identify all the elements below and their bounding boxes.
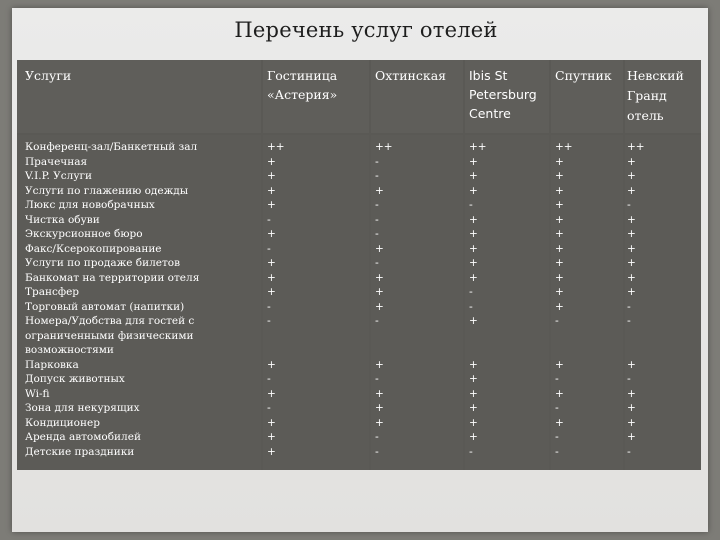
mark-cell: + <box>469 155 478 168</box>
mark-cell: + <box>267 271 276 284</box>
mark-cell: + <box>555 286 564 298</box>
mark-cell: + <box>469 431 478 443</box>
mark-cell: - <box>555 431 559 443</box>
mark-cell: - <box>267 242 271 255</box>
mark-cell: + <box>267 257 276 269</box>
group-spacer <box>627 329 701 358</box>
mark-cell: - <box>375 373 379 385</box>
service-item: возможностями <box>25 344 114 356</box>
service-item: Торговый автомат (напитки) <box>25 300 185 313</box>
mark-cell: - <box>375 228 379 240</box>
mark-cell: + <box>375 184 384 197</box>
mark-cell: - <box>375 155 379 168</box>
group-spacer <box>267 329 369 358</box>
mark-cell: - <box>627 315 631 327</box>
marks-asteria <box>263 135 369 470</box>
mark-cell: + <box>469 358 478 371</box>
mark-cell: + <box>267 431 276 443</box>
mark-cell: ++ <box>375 141 393 153</box>
header-ibis <box>465 60 549 133</box>
mark-cell: + <box>469 257 478 269</box>
mark-cell: + <box>555 387 564 400</box>
service-item: Факс/Ксерокопирование <box>25 242 162 255</box>
service-item: Чистка обуви <box>25 213 100 226</box>
mark-cell: + <box>627 358 636 371</box>
mark-cell: - <box>375 315 379 327</box>
header-nevsky-line1: Невский <box>627 68 684 83</box>
mark-cell: - <box>555 373 559 385</box>
mark-cell: - <box>555 402 559 414</box>
services-column <box>17 135 261 470</box>
mark-cell: + <box>555 416 564 429</box>
service-item: Парковка <box>25 358 79 371</box>
mark-cell: + <box>555 213 564 226</box>
mark-cell: + <box>627 213 636 226</box>
mark-cell: - <box>469 199 473 211</box>
mark-cell: + <box>469 387 478 400</box>
service-item: Аренда автомобилей <box>25 431 141 443</box>
mark-cell: - <box>375 431 379 443</box>
mark-cell: + <box>375 286 384 298</box>
mark-cell: - <box>267 402 271 414</box>
mark-cell: + <box>555 300 564 313</box>
mark-cell: + <box>627 271 636 284</box>
mark-cell: + <box>267 445 276 458</box>
header-asteria <box>263 60 369 133</box>
header-ibis-line2: Petersburg <box>469 87 537 102</box>
service-item: Услуги по глажению одежды <box>25 184 189 197</box>
mark-cell: + <box>627 416 636 429</box>
mark-cell: - <box>375 445 379 458</box>
mark-cell: + <box>627 257 636 269</box>
mark-cell: + <box>627 242 636 255</box>
mark-cell: + <box>469 213 478 226</box>
mark-cell: + <box>627 402 636 414</box>
header-nevsky-line3: отель <box>627 108 664 123</box>
mark-cell: + <box>375 358 384 371</box>
mark-cell: + <box>375 271 384 284</box>
mark-cell: + <box>375 242 384 255</box>
mark-cell: - <box>627 300 631 313</box>
mark-cell: - <box>267 315 271 327</box>
mark-cell: + <box>555 271 564 284</box>
header-asteria-line1: Гостиница <box>267 68 338 83</box>
marks-okhtinskaya <box>371 135 463 470</box>
mark-cell: + <box>555 358 564 371</box>
service-item: Кондиционер <box>25 416 100 429</box>
mark-cell: + <box>267 170 276 182</box>
mark-cell: + <box>555 199 564 211</box>
service-item: Допуск животных <box>25 373 125 385</box>
mark-cell: - <box>375 199 379 211</box>
mark-cell: ++ <box>627 141 645 153</box>
mark-cell: + <box>267 184 276 197</box>
mark-cell: - <box>555 315 559 327</box>
header-nevsky <box>625 60 701 133</box>
service-item: Конференц-зал/Банкетный зал <box>25 141 198 153</box>
mark-cell: + <box>627 387 636 400</box>
mark-cell: + <box>555 257 564 269</box>
service-item: Экскурсионное бюро <box>25 228 143 240</box>
mark-cell: ++ <box>469 141 487 153</box>
mark-cell: + <box>469 242 478 255</box>
header-sputnik: Спутник <box>551 60 623 133</box>
marks-sputnik <box>551 135 623 470</box>
marks-ibis <box>465 135 549 470</box>
mark-cell: + <box>469 315 478 327</box>
mark-cell: - <box>267 373 271 385</box>
mark-cell: ++ <box>267 141 285 153</box>
mark-cell: - <box>375 257 379 269</box>
mark-cell: + <box>267 416 276 429</box>
mark-cell: + <box>469 416 478 429</box>
mark-cell: + <box>469 170 478 182</box>
service-item: Зона для некурящих <box>25 402 140 414</box>
mark-cell: - <box>375 213 379 226</box>
service-item: ограниченными физическими <box>25 329 194 342</box>
mark-cell: + <box>555 242 564 255</box>
mark-cell: ++ <box>555 141 573 153</box>
mark-cell: + <box>627 170 636 182</box>
mark-cell: - <box>375 170 379 182</box>
mark-cell: + <box>267 387 276 400</box>
page-title: Перечень услуг отелей <box>234 18 498 42</box>
mark-cell: - <box>627 445 631 458</box>
mark-cell: + <box>267 286 276 298</box>
header-okhtinskaya: Охтинская <box>371 60 463 133</box>
group-spacer <box>469 329 549 358</box>
group-spacer <box>555 329 623 358</box>
mark-cell: - <box>627 199 631 211</box>
mark-cell: + <box>555 155 564 168</box>
marks-nevsky <box>625 135 701 470</box>
mark-cell: + <box>627 431 636 443</box>
header-asteria-line2: «Астерия» <box>267 87 338 102</box>
mark-cell: - <box>469 445 473 458</box>
service-item: Услуги по продаже билетов <box>25 257 181 269</box>
header-services: Услуги <box>17 60 261 133</box>
mark-cell: + <box>267 358 276 371</box>
mark-cell: + <box>469 402 478 414</box>
mark-cell: + <box>375 402 384 414</box>
service-item: Wi-fi <box>25 387 50 400</box>
mark-cell: + <box>469 228 478 240</box>
mark-cell: + <box>267 228 276 240</box>
mark-cell: + <box>267 199 276 211</box>
services-table <box>17 60 701 470</box>
mark-cell: - <box>627 373 631 385</box>
mark-cell: + <box>469 184 478 197</box>
mark-cell: + <box>627 286 636 298</box>
mark-cell: - <box>267 300 271 313</box>
service-item: Люкс для новобрачных <box>25 199 155 211</box>
mark-cell: + <box>375 416 384 429</box>
mark-cell: - <box>469 286 473 298</box>
service-item: Прачечная <box>25 155 88 168</box>
header-nevsky-line2: Гранд <box>627 88 667 103</box>
header-ibis-line1: Ibis St <box>469 68 508 83</box>
mark-cell: + <box>375 387 384 400</box>
mark-cell: - <box>555 445 559 458</box>
mark-cell: - <box>469 300 473 313</box>
mark-cell: + <box>469 271 478 284</box>
mark-cell: + <box>267 155 276 168</box>
mark-cell: + <box>375 300 384 313</box>
group-spacer <box>375 329 463 358</box>
service-item: Банкомат на территории отеля <box>25 271 200 284</box>
mark-cell: + <box>555 170 564 182</box>
mark-cell: - <box>267 213 271 226</box>
mark-cell: + <box>627 228 636 240</box>
mark-cell: + <box>555 228 564 240</box>
mark-cell: + <box>469 373 478 385</box>
header-ibis-line3: Centre <box>469 106 511 121</box>
mark-cell: + <box>627 184 636 197</box>
mark-cell: + <box>627 155 636 168</box>
service-item: Номера/Удобства для гостей с <box>25 315 195 327</box>
service-item: Трансфер <box>25 286 80 298</box>
mark-cell: + <box>555 184 564 197</box>
service-item: Детские праздники <box>25 445 135 458</box>
service-item: V.I.P. Услуги <box>25 170 92 182</box>
